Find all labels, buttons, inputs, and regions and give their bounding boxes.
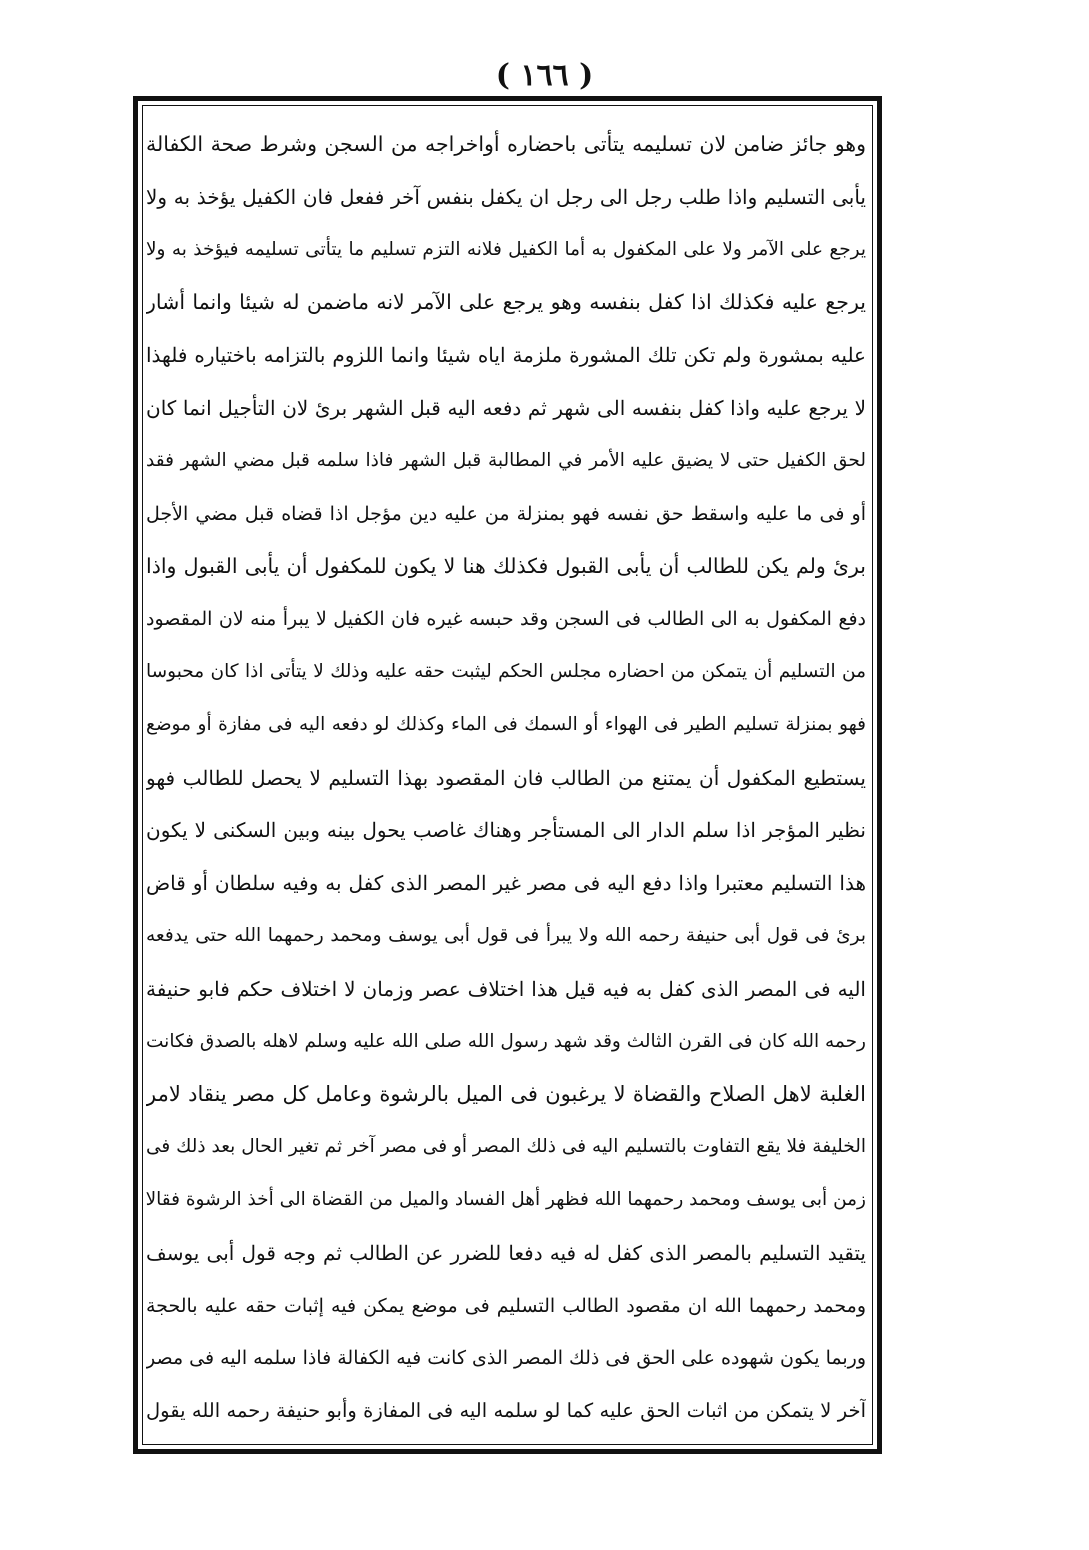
- text-line: عليه بمشورة ولم تكن تلك المشورة ملزمة اياه شيئا وانما اللزوم بالتزامه باختياره فلهذا: [146, 343, 866, 368]
- text-line: آخر لا يتمكن من اثبات الحق عليه كما لو سلمه اليه فى المفازة وأبو حنيفة رحمه الله يقول: [146, 1399, 866, 1423]
- text-line: برئ فى قول أبى حنيفة رحمه الله ولا يبرأ فى قول أبى يوسف ومحمد رحمهما الله حتى يدفعه: [146, 924, 866, 946]
- text-line: فهو بمنزلة تسليم الطير فى الهواء أو السمك فى الماء وكذلك لو دفعه اليه فى مفازة أو موضع: [146, 713, 866, 735]
- text-line: ومحمد رحمهما الله ان مقصود الطالب التسليم فى موضع يمكن فيه إثبات حقه عليه بالحجة: [146, 1294, 866, 1317]
- text-line: يستطيع المكفول أن يمتنع من الطالب فان المقصود بهذا التسليم لا يحصل للطالب فهو: [146, 765, 866, 790]
- text-line: هذا التسليم معتبرا واذا دفع اليه فى مصر غير المصر الذى كفل به وفيه سلطان أو قاض: [146, 871, 866, 896]
- text-line: لا يرجع عليه واذا كفل بنفسه الى شهر ثم دفعه اليه قبل الشهر برئ لان التأجيل انما كان: [146, 395, 866, 420]
- text-line: وربما يكون شهوده على الحق فى ذلك المصر الذى كانت فيه الكفالة فاذا سلمه اليه فى مصر: [146, 1347, 866, 1370]
- text-line: يرجع على الآمر ولا على المكفول به أما الكفيل فلانه التزم تسليم ما يتأتى تسليمه فيؤخذ به ولا: [146, 238, 866, 260]
- text-line: دفع المكفول به الى الطالب فى السجن وقد حبسه غيره فان الكفيل لا يبرأ منه لان المقصود: [146, 608, 866, 631]
- text-line: الخليفة فلا يقع التفاوت بالتسليم اليه فى ذلك المصر أو فى مصر آخر ثم تغير الحال بعد ذلك فى: [146, 1136, 866, 1158]
- text-line: الغلبة لاهل الصلاح والقضاة لا يرغبون فى الميل بالرشوة وعامل كل مصر ينقاد لامر: [146, 1082, 866, 1107]
- text-line: يرجع عليه فكذلك اذا كفل بنفسه وهو يرجع على الآمر لانه ماضمن له شيئا وانما أشار: [146, 290, 866, 315]
- text-line: زمن أبى يوسف ومحمد رحمهما الله فظهر أهل الفساد والميل من القضاة الى أخذ الرشوة فقالا: [146, 1188, 866, 1210]
- text-line: يتقيد التسليم بالمصر الذى كفل له فيه دفعا للضرر عن الطالب ثم وجه قول أبى يوسف: [146, 1240, 866, 1265]
- text-line: برئ ولم يكن للطالب أن يأبى القبول فكذلك هنا لا يكون للمكفول أن يأبى القبول واذا: [146, 554, 866, 579]
- text-line: وهو جائز ضامن لان تسليمه يتأتى باحضاره أواخراجه من السجن وشرط صحة الكفالة: [146, 132, 866, 156]
- text-line: رحمه الله كان فى القرن الثالث وقد شهد رسول الله صلى الله عليه وسلم لاهله بالصدق فكانت: [146, 1030, 866, 1052]
- text-line: لحق الكفيل حتى لا يضيق عليه الأمر في المطالبة قبل الشهر فاذا سلمه قبل مضي الشهر فقد: [146, 449, 866, 471]
- text-line: أو فى ما عليه واسقط حق نفسه فهو بمنزلة من عليه دين مؤجل اذا قضاه قبل مضي الأجل: [146, 502, 866, 525]
- text-line: يأبى التسليم واذا طلب رجل الى رجل ان يكفل بنفس آخر ففعل فان الكفيل يؤخذ به ولا: [146, 184, 866, 209]
- text-line: من التسليم أن يتمكن من احضاره مجلس الحكم ليثبت حقه عليه وذلك لا يتأتى اذا كان محبوسا: [146, 660, 866, 682]
- text-line: اليه فى المصر الذى كفل به فيه قيل هذا اختلاف عصر وزمان لا اختلاف حكم فابو حنيفة: [146, 976, 866, 1001]
- text-line: نظير المؤجر اذا سلم الدار الى المستأجر وهناك غاصب يحول بينه وبين السكنى لا يكون: [146, 818, 866, 843]
- page-number: ( ١٦٦ ): [495, 58, 594, 93]
- main-text-block: [146, 118, 866, 1438]
